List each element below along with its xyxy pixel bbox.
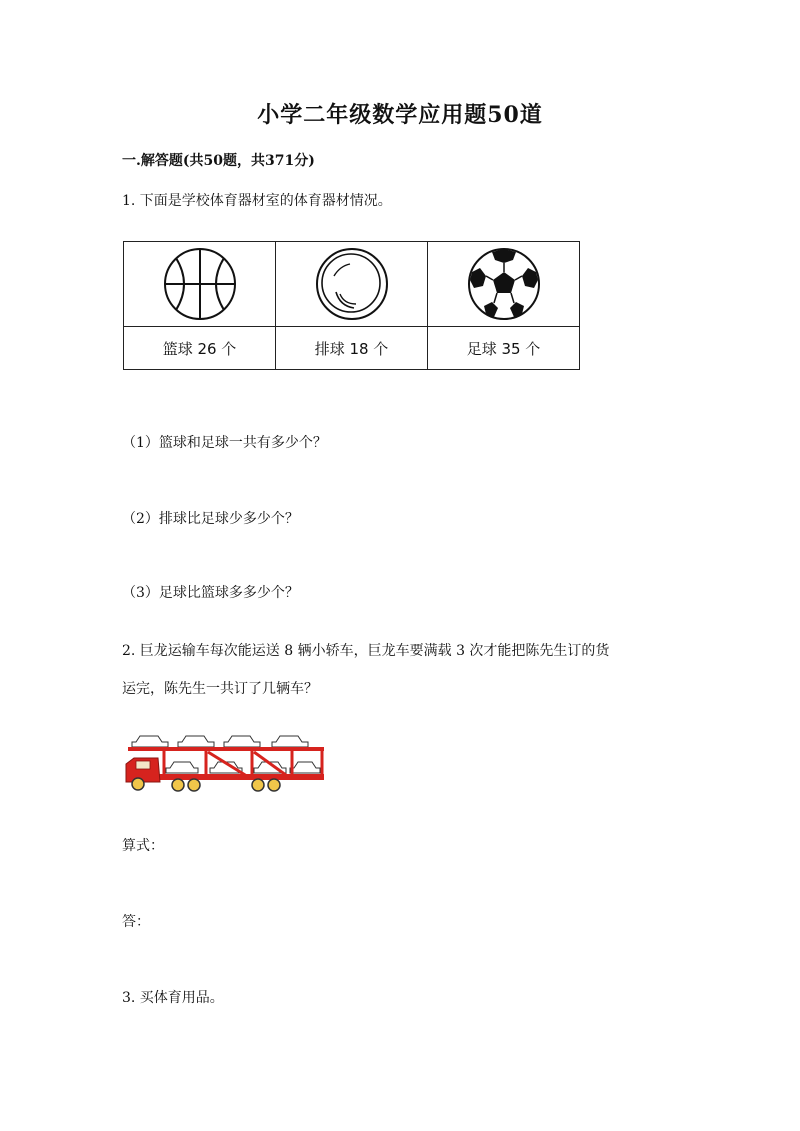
question-2-line-2: 运完，陈先生一共订了几辆车？ [122, 681, 318, 697]
volleyball-icon [314, 246, 390, 322]
basketball-icon [162, 246, 238, 322]
equipment-cell-basketball [124, 242, 276, 327]
basketball-count-label: 篮球 26 个 [124, 327, 276, 370]
section-heading: 一.解答题(共50题，共371分) [122, 153, 315, 169]
formula-label: 算式： [122, 838, 164, 854]
question-3-text: 3. 买体育用品。 [122, 990, 224, 1006]
soccer-ball-icon [466, 246, 542, 322]
equipment-cell-soccer [428, 242, 580, 327]
soccer-count-label: 足球 35 个 [428, 327, 580, 370]
equipment-cell-volleyball [276, 242, 428, 327]
question-1-sub-3: （3）足球比篮球多多少个？ [122, 585, 299, 601]
question-1-text: 1. 下面是学校体育器材室的体育器材情况。 [122, 193, 392, 209]
answer-label: 答： [122, 914, 150, 930]
page-title: 小学二年级数学应用题50道 [257, 102, 543, 128]
volleyball-count-label: 排球 18 个 [276, 327, 428, 370]
question-1-sub-2: （2）排球比足球少多少个？ [122, 511, 299, 527]
question-2-line-1: 2. 巨龙运输车每次能运送 8 辆小轿车，巨龙车要满载 3 次才能把陈先生订的货 [122, 643, 610, 659]
equipment-table [123, 241, 580, 370]
question-1-sub-1: （1）篮球和足球一共有多少个？ [122, 435, 327, 451]
car-carrier-truck-icon [124, 730, 328, 792]
